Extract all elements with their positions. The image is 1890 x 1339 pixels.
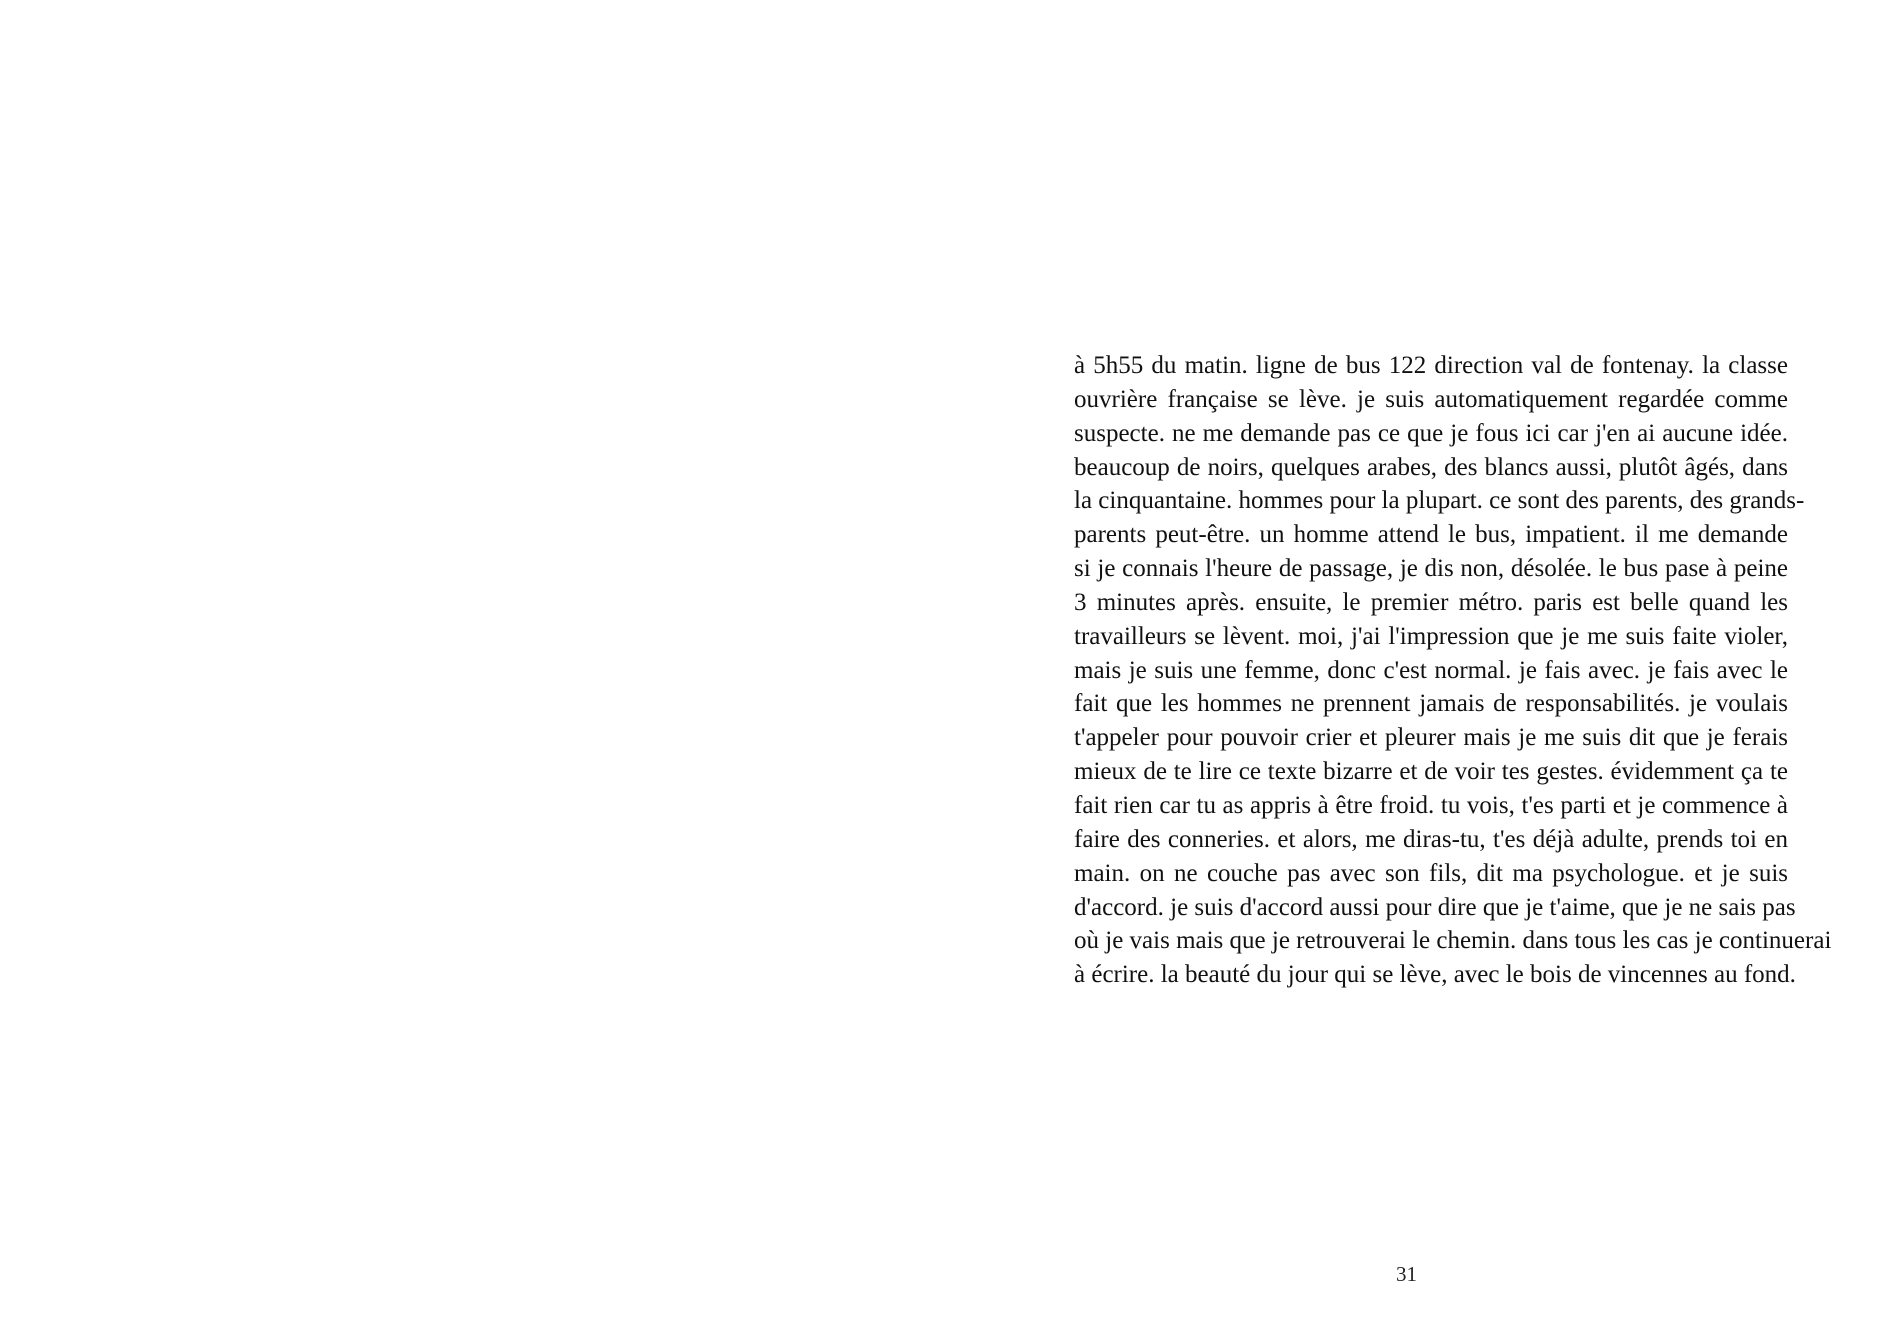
text-line: la cinquantaine. hommes pour la plupart. ce sont des parents, des grands- bbox=[1074, 487, 1805, 515]
text-line: main. on ne couche pas avec son fils, dit ma psychologue. et je suis bbox=[1074, 859, 1788, 887]
text-line: mais je suis une femme, donc c'est normal. je fais avec. je fais avec le bbox=[1074, 656, 1788, 684]
text-line: à écrire. la beauté du jour qui se lève, avec le bois de vincennes au fond. bbox=[1074, 961, 1796, 989]
text-line: 3 minutes après. ensuite, le premier métro. paris est belle quand les bbox=[1074, 588, 1788, 616]
page-number: 31 bbox=[1396, 1262, 1417, 1286]
text-line: ouvrière française se lève. je suis automatiquement regardée comme bbox=[1074, 385, 1788, 413]
body-paragraph bbox=[1074, 349, 1832, 992]
text-line: suspecte. ne me demande pas ce que je fous ici car j'en ai aucune idée. bbox=[1074, 419, 1788, 447]
right-page bbox=[945, 0, 1890, 1339]
text-line: travailleurs se lèvent. moi, j'ai l'impression que je me suis faite violer, bbox=[1074, 622, 1788, 650]
text-line: où je vais mais que je retrouverai le chemin. dans tous les cas je continuerai bbox=[1074, 927, 1832, 955]
text-line: fait rien car tu as appris à être froid. tu vois, t'es parti et je commence à bbox=[1074, 791, 1788, 819]
text-line: beaucoup de noirs, quelques arabes, des blancs aussi, plutôt âgés, dans bbox=[1074, 453, 1788, 481]
text-line: parents peut-être. un homme attend le bus, impatient. il me demande bbox=[1074, 521, 1788, 549]
text-line: t'appeler pour pouvoir crier et pleurer mais je me suis dit que je ferais bbox=[1074, 724, 1788, 752]
text-line: fait que les hommes ne prennent jamais de responsabilités. je voulais bbox=[1074, 690, 1788, 718]
text-line: mieux de te lire ce texte bizarre et de voir tes gestes. évidemment ça te bbox=[1074, 758, 1788, 786]
text-line: d'accord. je suis d'accord aussi pour dire que je t'aime, que je ne sais pas bbox=[1074, 893, 1796, 921]
text-line: à 5h55 du matin. ligne de bus 122 direction val de fontenay. la classe bbox=[1074, 352, 1788, 379]
text-line: faire des conneries. et alors, me diras-tu, t'es déjà adulte, prends toi en bbox=[1074, 825, 1788, 853]
text-line: si je connais l'heure de passage, je dis non, désolée. le bus pase à peine bbox=[1074, 555, 1788, 583]
